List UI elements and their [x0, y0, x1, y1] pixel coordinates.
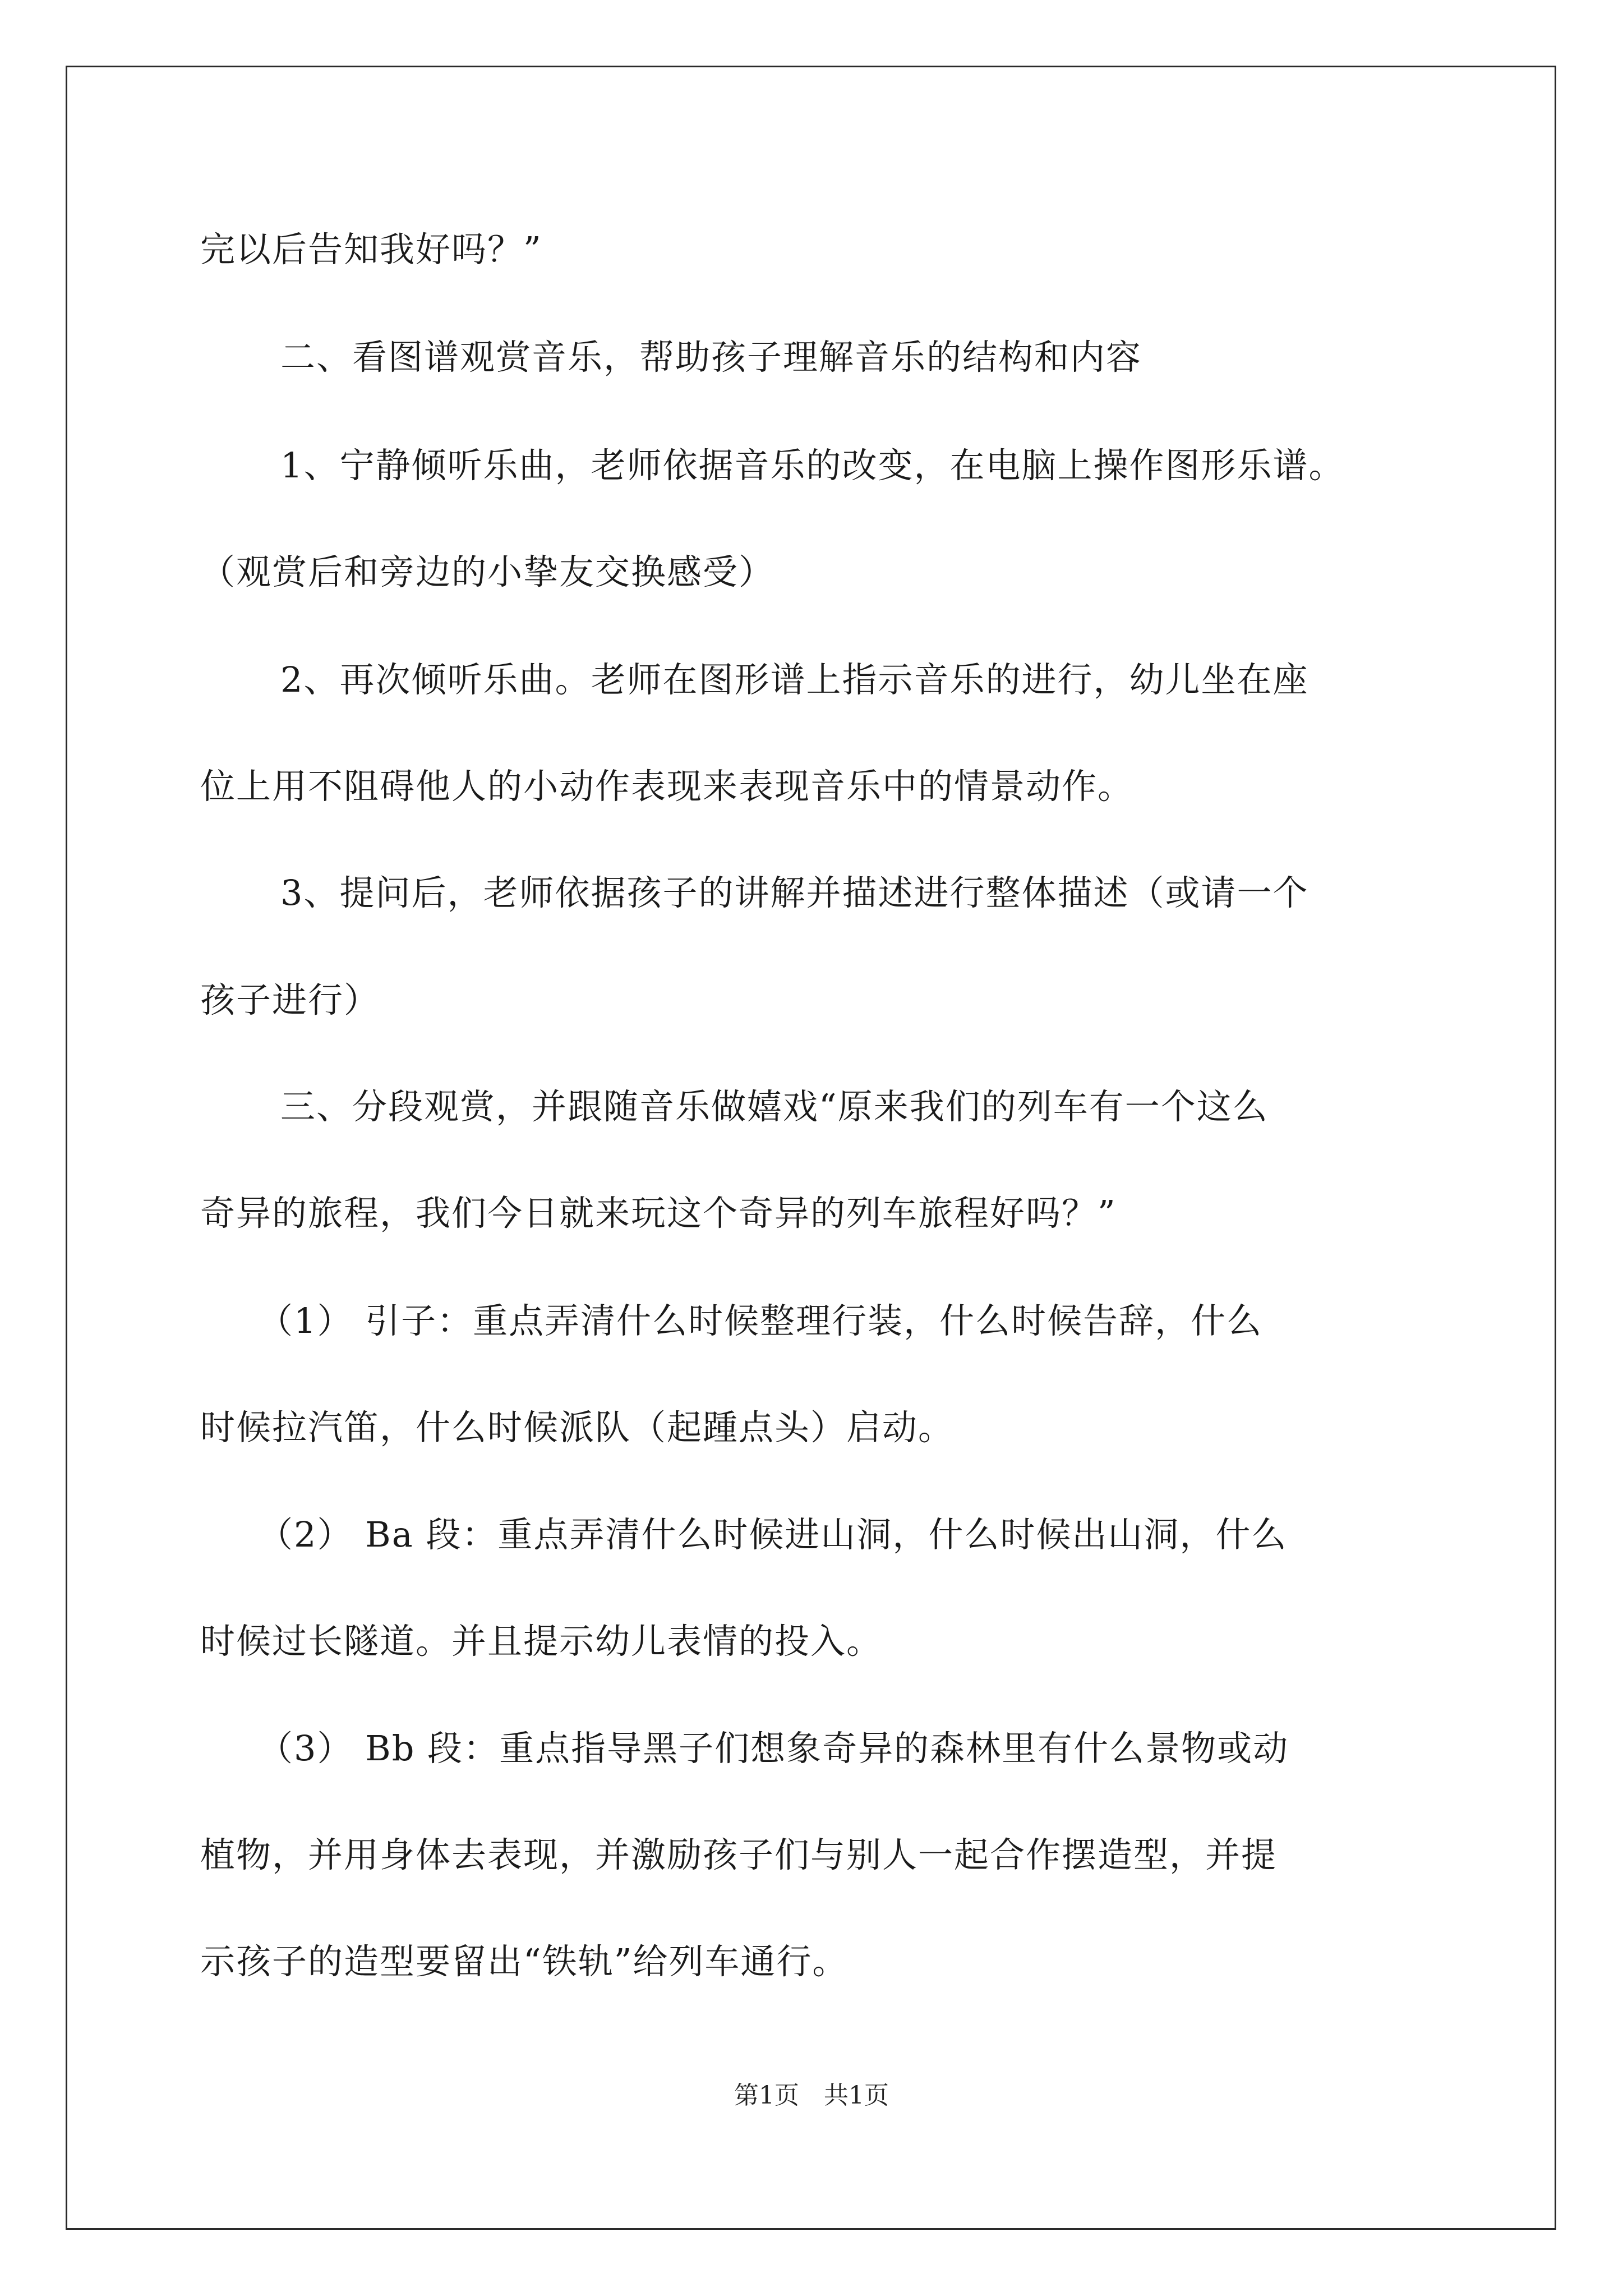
text-line-10: 奇异的旅程，我们今日就来玩这个奇异的列车旅程好吗？” [200, 1193, 1117, 1234]
text-line-7: 3、提问后，老师依据孩子的讲解并描述进行整体描述（或请一个 [280, 872, 1309, 913]
text-line-16: 植物，并用身体去表现，并激励孩子们与别人一起合作摆造型，并提 [200, 1834, 1278, 1875]
page-border [66, 66, 1556, 2230]
text-line-12: 时候拉汽笛，什么时候派队（起踵点头）启动。 [200, 1407, 955, 1448]
section-heading-3: 三、分段观赏，并跟随音乐做嬉戏“原来我们的列车有一个这么 [280, 1086, 1269, 1127]
text-line-6: 位上用不阻碍他人的小动作表现来表现音乐中的情景动作。 [200, 766, 1134, 807]
text-line-13: （2） Ba 段：重点弄清什么时候进山洞，什么时候出山洞，什么 [258, 1514, 1288, 1555]
text-line-8: 孩子进行） [200, 979, 380, 1020]
text-line-4: （观赏后和旁边的小挚友交换感受） [200, 551, 775, 592]
section-heading-2: 二、看图谱观赏音乐，帮助孩子理解音乐的结构和内容 [280, 337, 1142, 378]
text-line-17: 示孩子的造型要留出“铁轨”给列车通行。 [200, 1941, 849, 1982]
text-line-15: （3） Bb 段：重点指导黑子们想象奇异的森林里有什么景物或动 [258, 1728, 1289, 1769]
text-line-14: 时候过长隧道。并且提示幼儿表情的投入。 [200, 1621, 883, 1662]
text-line-11: （1） 引子：重点弄清什么时候整理行装，什么时候告辞，什么 [258, 1300, 1263, 1341]
text-line-5: 2、再次倾听乐曲。老师在图形谱上指示音乐的进行，幼儿坐在座 [280, 659, 1309, 700]
text-line-1: 完以后告知我好吗？” [200, 229, 542, 270]
text-line-3: 1、宁静倾听乐曲，老师依据音乐的改变，在电脑上操作图形乐谱。 [280, 445, 1345, 486]
page-footer: 第1页 共1页 [734, 2081, 889, 2110]
